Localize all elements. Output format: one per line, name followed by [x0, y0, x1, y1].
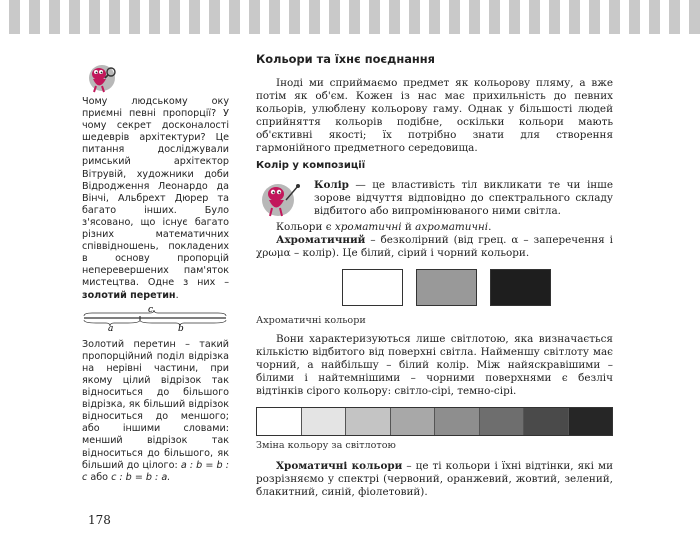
color-kinds [256, 221, 613, 234]
chromatic-definition [256, 460, 613, 499]
kinds-and: й [401, 221, 416, 234]
formula-1: a : b = b : c [82, 459, 229, 483]
swatch-gray [416, 269, 477, 306]
label-b: b [178, 323, 184, 331]
swatch-black [490, 269, 551, 306]
lightness-step-2 [301, 408, 346, 435]
lightness-step-7 [523, 408, 568, 435]
sidebar-intro-text [82, 96, 229, 302]
gradient-caption: Зміна кольору за світлотою [256, 439, 396, 451]
def-text: — це властивість тіл викликати те чи інше зорове відчуття відповідно до спектрального складу відбитого або випромінюваного ними світла. [314, 179, 613, 218]
lightness-step-3 [345, 408, 390, 435]
intro-paragraph: Іноді ми сприймаємо предмет як кольорову пляму, а вже потім як об'єм. Кожен із нас має прихильність до певних кольорів, улюблену кольорову гаму. Однак у більшості людей сприйняття кольорів подібне, оскільки кольори мають об'єктивні якості; їх потрібно знати для створення гармонійного предметного середовища. [256, 77, 613, 154]
magnifier-character-icon [82, 62, 124, 94]
kinds-chromatic: хроматичні [334, 221, 402, 234]
achromatic-definition [256, 234, 613, 260]
lightness-step-5 [434, 408, 479, 435]
achromatic-swatches [342, 269, 613, 306]
golden-ratio-diagram [82, 305, 229, 331]
color-definition [314, 179, 613, 219]
lightness-step-8 [568, 408, 613, 435]
label-c: c [148, 304, 154, 315]
lightness-paragraph: Вони характеризуються лише світлотою, яка визначається кількістю відбитого від поверхні світла. Найменшу світлоту має чорний, а найбільшу – білий колір. Між найяскравішими – білими і найтемнішими – чорними поверхнями є безліч відтінків сірого кольору: світло-сірі, темно-сірі. [256, 333, 613, 397]
sidebar-definition-text: Золотий перетин – такий пропорційний поділ відрізка на нерівні частини, при якому цілий відрізок так відноситься до більшого відрізка, як більший відрізок відноситься до меншого; або іншими словами: менший відрізок так відноситься до більшого, як більший до цілого: [82, 338, 229, 471]
section-title: Кольори та їхнє поєднання [256, 52, 435, 66]
main-column [256, 52, 613, 498]
def-term: Колір [314, 179, 349, 192]
kinds-achromatic: ахроматичні [415, 221, 489, 234]
sidebar-note [82, 62, 229, 484]
formula-joiner: або [90, 471, 109, 483]
kinds-prefix: Кольори є [276, 221, 335, 234]
lightness-step-6 [479, 408, 524, 435]
formula-2: c : b = b : a. [111, 471, 171, 483]
color-definition-block [256, 179, 613, 219]
achromatic-caption: Ахроматичні кольори [256, 315, 366, 327]
lightness-gradient [256, 407, 613, 436]
achromatic-term: Ахроматичний [276, 234, 366, 247]
label-a: a [108, 323, 114, 331]
sidebar-period: . [175, 289, 179, 301]
kinds-end: . [488, 221, 492, 234]
chromatic-term: Хроматичні кольори [276, 459, 403, 472]
lightness-step-1 [257, 408, 301, 435]
sidebar-golden-ratio-term: золотий перетин [82, 289, 176, 301]
page-number: 178 [88, 513, 111, 527]
achromatic-text: – безколірний (від грец. α – заперечення і χρωμα – колір). Це білий, сірий і чорний кольори. [256, 234, 613, 260]
chromatic-text: – це ті кольори і їхні відтінки, які ми розрізняємо у спектрі (червоний, оранжевий, жовтий, зелений, блакитний, синій, фіолетовий). [256, 459, 614, 498]
lightness-step-4 [390, 408, 435, 435]
sidebar-intro: Чому людському оку приємні певні пропорції? У чому секрет досконалості шедеврів архітектури? Це питання досліджували римський архітектор Вітрувій, художники доби Відродження Леонардо да Вінчі, Альбрехт Дюрер та багато інших. Було з'ясовано, що існує багато різних математичних співвідношень, покладених в основу пропорцій неперевершених пам'яток мистецтва. Одне з них – [82, 96, 229, 289]
swatch-white [342, 269, 403, 306]
palette-character-icon [256, 179, 306, 219]
top-stripe-border [0, 0, 700, 34]
sidebar-definition [82, 339, 229, 484]
subsection-title: Колір у композиції [256, 160, 366, 172]
